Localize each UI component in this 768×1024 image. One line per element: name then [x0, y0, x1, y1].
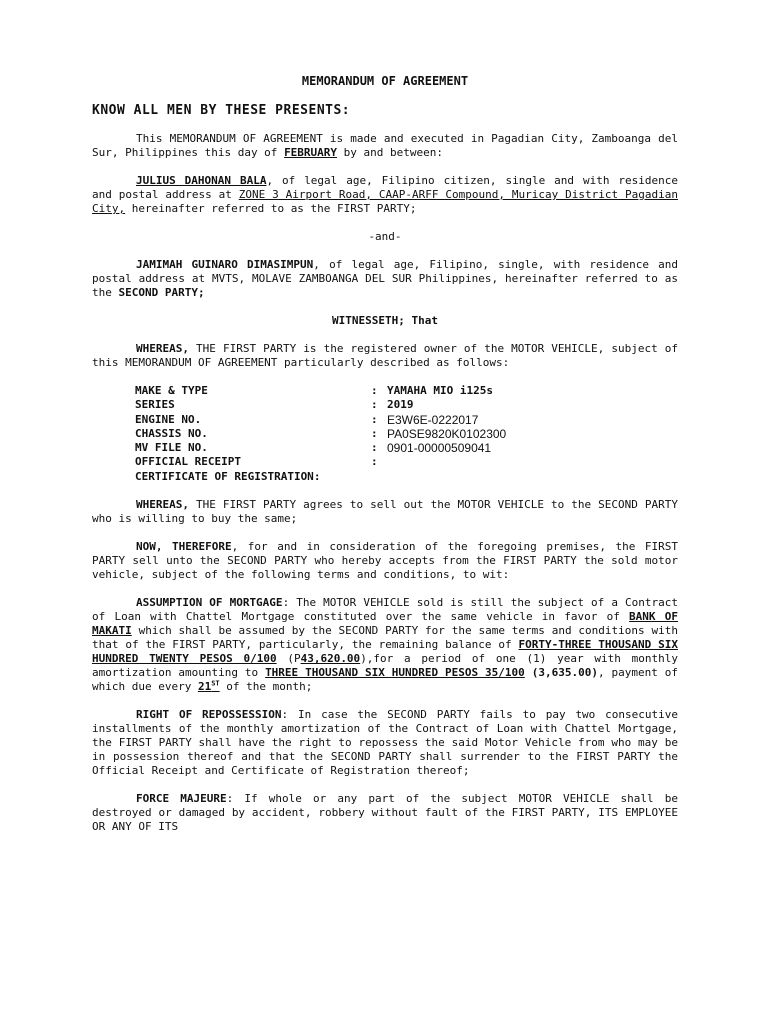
detail-label: ENGINE NO. — [135, 412, 202, 426]
repossession-paragraph — [92, 708, 678, 778]
detail-colon: : — [371, 412, 378, 426]
now-therefore-paragraph — [92, 540, 678, 582]
agreement-page — [92, 66, 678, 834]
detail-value-mv-file: 0901-00000509041 — [387, 441, 492, 456]
second-party-text: , of legal age, Filipino, single, with residence and postal address at MVTS, MOLAVE ZAMBOANGA DEL SUR Philippines, hereinafter referred to as the — [92, 258, 679, 299]
second-party-name: JAMIMAH GUINARO DIMASIMPUN — [136, 258, 314, 271]
now-therefore-lead: NOW, THEREFORE — [136, 540, 232, 554]
detail-row — [135, 384, 678, 398]
detail-row — [135, 413, 678, 427]
detail-value-engine: E3W6E-0222017 — [387, 412, 479, 427]
force-majeure-paragraph — [92, 792, 678, 834]
amortization-amount: (3,635.00) — [531, 666, 598, 680]
repossession-text: : In case the SECOND PARTY fails to pay two consecutive installments of the monthly amortization of the Contract of Loan with Chattel Mortgage, the FIRST PARTY shall have the right to repossess the said Motor Vehicle from who may be in possession thereof and that the SECOND PARTY shall surrender to the FIRST PARTY the Official Receipt and Certificate of Registration thereof; — [92, 708, 678, 778]
mortgage-paragraph — [92, 596, 678, 694]
first-party-address: ZONE 3 Airport Road, CAAP-ARFF Compound, Muricay District Pagadian City, — [92, 188, 678, 215]
detail-colon: : — [371, 398, 378, 412]
mortgage-text-e — [525, 666, 532, 679]
first-party-name: JULIUS DAHONAN BALA — [136, 174, 267, 187]
whereas-sell-text: THE FIRST PARTY agrees to sell out the MOTOR VEHICLE to the SECOND PARTY who is willing to buy the same; — [92, 498, 678, 526]
mortgage-text-c: (P — [276, 652, 301, 666]
whereas-lead: WHEREAS, — [136, 498, 189, 512]
detail-row — [135, 398, 678, 412]
detail-label: OFFICIAL RECEIPT — [135, 455, 241, 469]
now-therefore-text: , for and in consideration of the foregoing premises, the FIRST PARTY sell unto the SECOND PARTY who hereby accepts from the FIRST PARTY the sold motor vehicle, subject of the following terms and conditions, to wit: — [92, 540, 678, 582]
first-party-text-b: hereinafter referred to as the FIRST PARTY; — [125, 202, 417, 215]
intro-text-a: This MEMORANDUM OF AGREEMENT is made and executed in Pagadian City, Zamboanga del Sur, Philippines this day of — [92, 132, 678, 159]
amortization-in-words: THREE THOUSAND SIX HUNDRED PESOS 35/100 — [265, 666, 525, 680]
detail-colon: : — [371, 384, 378, 397]
detail-row — [135, 441, 678, 455]
witnesseth-heading: WITNESSETH; That — [332, 314, 438, 327]
bank-name: BANK OF MAKATI — [92, 610, 678, 638]
detail-label: CHASSIS NO. — [135, 426, 208, 440]
balance-in-words: FORTY-THREE THOUSAND SIX HUNDRED TWENTY PESOS 0/100 — [92, 638, 678, 666]
whereas-lead: WHEREAS, — [136, 342, 189, 355]
agreement-month: FEBRUARY — [284, 146, 338, 159]
due-day-suffix: ST — [211, 679, 220, 688]
first-party-text-a: , of legal age, Filipino citizen, single and with residence and postal address at — [92, 174, 678, 201]
document-title: MEMORANDUM OF AGREEMENT — [301, 74, 469, 88]
detail-colon: : — [313, 469, 321, 483]
detail-row — [135, 470, 678, 484]
mortgage-lead: ASSUMPTION OF MORTGAGE — [136, 596, 283, 610]
second-party-paragraph — [92, 258, 678, 300]
intro-paragraph — [92, 132, 678, 160]
and-separator: -and- — [368, 230, 402, 243]
whereas-owner-paragraph — [92, 342, 678, 370]
force-majeure-lead: FORCE MAJEURE — [136, 792, 227, 806]
first-party-paragraph — [92, 174, 678, 216]
detail-value-chassis: PA0SE9820K0102300 — [387, 426, 507, 441]
mortgage-text-d: ),for a period of one (1) year with monthly amortization amounting to — [92, 652, 678, 680]
due-day — [198, 680, 220, 693]
whereas-owner-text: THE FIRST PARTY is the registered owner of the MOTOR VEHICLE, subject of this MEMORANDUM OF AGREEMENT particularly described as follows: — [92, 342, 678, 369]
detail-colon: : — [371, 426, 378, 440]
detail-label: MV FILE NO. — [135, 441, 208, 455]
mortgage-text-g: of the month; — [219, 680, 313, 694]
second-party-role: SECOND PARTY; — [118, 286, 205, 299]
preamble-heading: KNOW ALL MEN BY THESE PRESENTS: — [92, 103, 351, 118]
intro-text-b: by and between: — [337, 146, 444, 159]
force-majeure-text: : If whole or any part of the subject MOTOR VEHICLE shall be destroyed or damaged by accident, robbery without fault of the FIRST PARTY, ITS EMPLOYEE OR ANY OF ITS — [92, 792, 679, 834]
detail-value-series: 2019 — [387, 398, 414, 412]
balance-amount: 43,620.00 — [300, 652, 361, 666]
detail-label: SERIES — [135, 398, 175, 412]
mortgage-text-b: which shall be assumed by the SECOND PARTY for the same terms and conditions with that of the FIRST PARTY, particularly, the remaining balance of — [92, 624, 678, 652]
detail-label: MAKE & TYPE — [135, 384, 208, 397]
detail-colon: : — [371, 441, 378, 455]
whereas-sell-paragraph — [92, 498, 678, 526]
mortgage-text-f: , payment of which due every — [92, 666, 679, 694]
vehicle-details — [135, 384, 678, 484]
detail-label: CERTIFICATE OF REGISTRATION — [135, 469, 314, 483]
detail-value-make: YAMAHA MIO i125s — [387, 384, 493, 397]
detail-row — [135, 427, 678, 441]
detail-colon: : — [371, 455, 378, 469]
due-day-number: 21 — [197, 680, 212, 694]
detail-row — [135, 455, 678, 469]
repossession-lead: RIGHT OF REPOSSESSION — [136, 708, 282, 722]
mortgage-text-a: : The MOTOR VEHICLE sold is still the subject of a Contract of Loan with Chattel Mortgage constituted over the same vehicle in favor of — [92, 596, 679, 624]
